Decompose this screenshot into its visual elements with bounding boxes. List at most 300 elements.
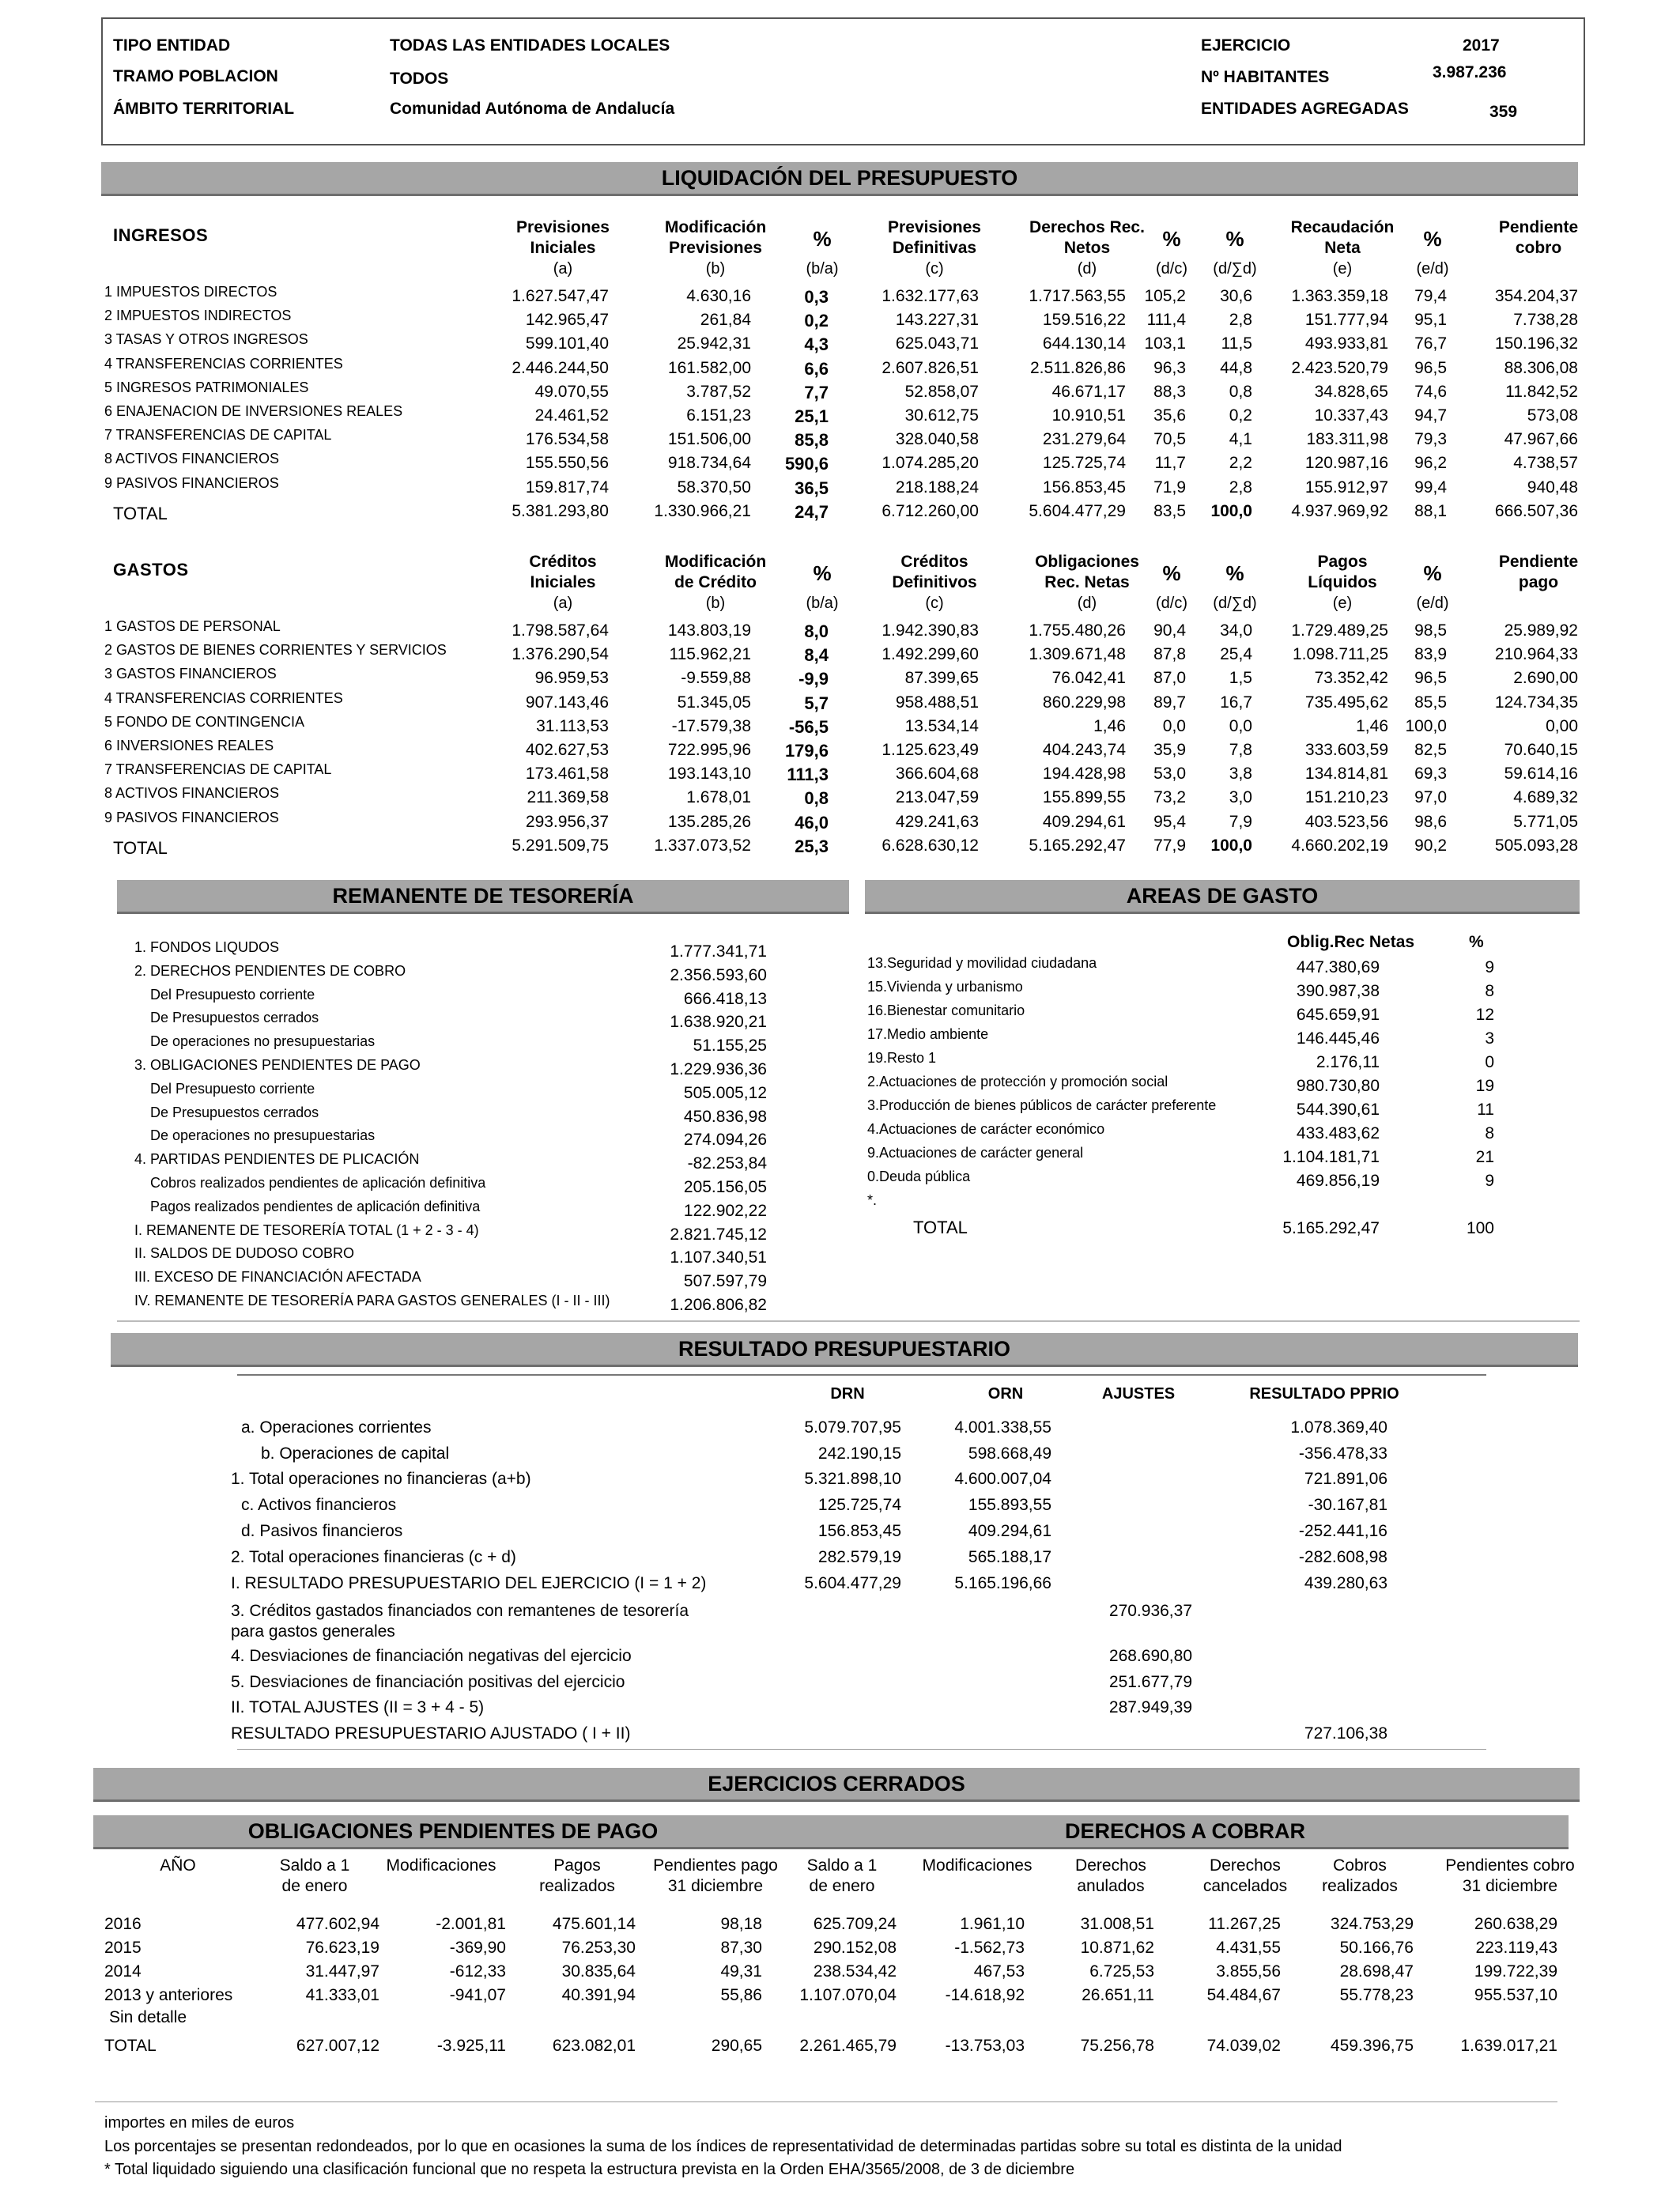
areas-row-value: 469.856,19 [1296,1172,1380,1190]
gastos-cell: 404.243,74 [1042,741,1126,759]
gastos-cell: 5.165.292,47 [1029,836,1126,855]
ingresos-cell: 6.151,23 [686,406,751,425]
gastos-cell: 97,0 [1414,788,1447,807]
ingresos-cell: 261,84 [700,311,751,330]
resultado-col-header: DRN [830,1385,865,1403]
gastos-cell: 1.337.073,52 [654,836,751,855]
gastos-col-header-sub: Definitivos [892,573,977,591]
ingresos-cell: 2,2 [1229,454,1252,473]
ingresos-label: INGRESOS [113,225,209,245]
footer-note-rounding: Los porcentajes se presentan redondeados, por lo que en ocasiones la suma de los índices de representatividad de determinadas partidas sobre su total es distinta de la unidad [104,2138,1342,2155]
ingresos-cell: 52.858,07 [904,382,979,401]
gastos-col-header-sub: Rec. Netas [1044,573,1130,591]
cerrados-cell: 55.778,23 [1339,1986,1414,2004]
ingresos-cell: 24,7 [795,501,829,522]
cerrados-col-header: Saldo a 1 [279,1856,350,1875]
ingresos-col-header-ref: (d/c) [1156,260,1187,278]
cerrados-total-cell: 2.261.465,79 [799,2037,897,2055]
remanente-title: REMANENTE DE TESORERÍA [117,880,849,914]
header-label-habitantes: Nº HABITANTES [1201,68,1330,86]
gastos-cell: 5.291.509,75 [512,836,609,855]
ingresos-col-header: % [1225,227,1244,251]
gastos-cell: 7,9 [1229,812,1252,831]
header-label-tramo: TRAMO POBLACION [113,67,278,85]
cerrados-cell: 290.152,08 [813,1939,897,1957]
resultado-row-label: d. Pasivos financieros [241,1522,403,1540]
ingresos-cell: 4.630,16 [686,287,751,305]
gastos-cell: 1.125.623,49 [882,741,979,759]
remanente-row-label: III. EXCESO DE FINANCIACIÓN AFECTADA [134,1269,421,1286]
gastos-cell: 333.603,59 [1304,741,1388,759]
gastos-row-label: 5 FONDO DE CONTINGENCIA [104,713,305,730]
header-value-tipo: TODAS LAS ENTIDADES LOCALES [390,36,670,55]
ingresos-cell: 76,7 [1414,334,1447,353]
ingresos-col-header: % [1423,227,1442,251]
ingresos-cell: 96,5 [1414,358,1447,377]
areas-total-label: TOTAL [913,1218,968,1237]
ingresos-cell: 11,7 [1154,454,1186,473]
gastos-cell: 194.428,98 [1042,765,1126,784]
gastos-col-header-ref: (b) [705,595,726,612]
ingresos-cell: 4.738,57 [1513,454,1578,473]
footer-note-units: importes en miles de euros [104,2114,295,2132]
gastos-col-header-ref: (d/c) [1156,595,1187,612]
cerrados-year: 2016 [104,1915,142,1933]
gastos-col-header: Pendiente [1498,553,1579,571]
cerrados-title: EJERCICIOS CERRADOS [93,1768,1580,1802]
ingresos-cell: 79,4 [1414,287,1447,305]
cerrados-total-cell: -13.753,03 [945,2037,1025,2055]
gastos-col-header-ref: (e/d) [1416,595,1449,612]
remanente-row-label: II. SALDOS DE DUDOSO COBRO [134,1245,355,1262]
gastos-cell: 7,8 [1229,741,1252,759]
gastos-row-label: 6 INVERSIONES REALES [104,738,274,753]
resultado-col-header: RESULTADO PPRIO [1249,1385,1399,1403]
ingresos-cell: 0,2 [804,311,829,331]
gastos-col-header: % [1225,561,1244,585]
gastos-cell: 1.729.489,25 [1291,621,1388,640]
gastos-cell: 31.113,53 [536,716,609,735]
cerrados-col-header-sub: realizados [1322,1877,1398,1895]
resultado-drn: 5.321.898,10 [804,1470,901,1488]
gastos-cell: 210.964,33 [1494,645,1578,664]
ingresos-cell: 2,8 [1229,478,1252,497]
ingresos-cell: 151.506,00 [667,430,751,449]
gastos-cell: 8,4 [804,645,829,666]
header-box [101,17,1585,145]
gastos-total-label: TOTAL [113,837,168,858]
resultado-row-label: a. Operaciones corrientes [241,1418,432,1437]
cerrados-cell: 30.835,64 [561,1962,636,1981]
ingresos-cell: 2.607.826,51 [882,358,979,377]
header-value-ambito: Comunidad Autónoma de Andalucía [390,100,675,118]
areas-row-pct: 21 [1475,1148,1494,1166]
areas-row-pct: 9 [1485,958,1494,976]
gastos-cell: 173.461,58 [525,765,609,784]
gastos-cell: 87,0 [1153,669,1186,688]
ingresos-col-header-ref: (e) [1332,260,1353,278]
gastos-cell: 82,5 [1414,741,1447,759]
resultado-row-label: 1. Total operaciones no financieras (a+b) [231,1470,531,1488]
resultado-result: 439.280,63 [1304,1574,1387,1592]
header-value-entidades: 359 [1489,103,1518,121]
gastos-cell: 96,5 [1414,669,1447,688]
ingresos-cell: 573,08 [1527,406,1578,425]
cerrados-cell: 467,53 [973,1962,1025,1981]
gastos-col-header: % [1162,561,1181,585]
gastos-cell: 90,4 [1153,621,1186,640]
gastos-cell: 1.678,01 [686,788,751,807]
ingresos-cell: 328.040,58 [895,430,979,449]
gastos-cell: 98,6 [1414,812,1447,831]
cerrados-col-header-sub: anulados [1077,1877,1145,1895]
gastos-cell: 90,2 [1414,836,1447,855]
gastos-cell: 151.210,23 [1304,788,1388,807]
gastos-cell: 8,0 [804,621,829,641]
gastos-col-header: % [1423,561,1442,585]
gastos-cell: 83,9 [1414,645,1447,664]
ingresos-cell: 599.101,40 [525,334,609,353]
header-value-ejercicio: 2017 [1463,36,1500,55]
ingresos-row-label: 7 TRANSFERENCIAS DE CAPITAL [104,427,332,444]
ingresos-cell: 940,48 [1527,478,1578,497]
cerrados-cell: 98,18 [720,1915,762,1933]
gastos-cell: 1.755.480,26 [1029,621,1126,640]
gastos-cell: 100,0 [1210,836,1252,855]
gastos-cell: 3,8 [1229,765,1252,784]
ingresos-row-label: 5 INGRESOS PATRIMONIALES [104,379,309,395]
cerrados-col-header-sub: cancelados [1202,1877,1288,1895]
gastos-col-header: Créditos [900,553,968,571]
ingresos-row-label: 3 TASAS Y OTROS INGRESOS [104,331,308,348]
remanente-row-value: 274.094,26 [683,1131,767,1150]
resultado-row-label: I. RESULTADO PRESUPUESTARIO DEL EJERCICIO (I = 1 + 2) [231,1574,707,1592]
ingresos-cell: 88,3 [1153,382,1186,401]
ingresos-cell: 1.074.285,20 [882,454,979,473]
cerrados-total-cell: 623.082,01 [552,2037,636,2055]
gastos-cell: 87.399,65 [904,669,979,688]
ingresos-cell: 151.777,94 [1304,311,1388,330]
gastos-cell: 89,7 [1153,693,1186,712]
header-label-tipo: TIPO ENTIDAD [113,36,231,55]
resultado-row-label: 2. Total operaciones financieras (c + d) [231,1548,516,1566]
resultado-top-rule [237,1374,1486,1376]
ingresos-cell: 74,6 [1414,382,1447,401]
gastos-cell: 179,6 [784,741,829,761]
gastos-col-header-sub: Líquidos [1308,573,1377,591]
cerrados-cell: 260.638,29 [1474,1915,1557,1933]
ingresos-cell: 156.853,45 [1042,478,1126,497]
gastos-col-header: Pagos [1317,553,1368,571]
gastos-cell: 0,00 [1546,716,1578,735]
ingresos-cell: 88,1 [1414,501,1447,520]
ingresos-cell: 159.817,74 [525,478,609,497]
cerrados-cell: -1.562,73 [954,1939,1025,1957]
ingresos-cell: 1.330.966,21 [654,501,751,520]
areas-row-label: 17.Medio ambiente [867,1026,989,1042]
remanente-row-label: I. REMANENTE DE TESORERÍA TOTAL (1 + 2 - 3 - 4) [134,1222,479,1238]
resultado-ajustes: 270.936,37 [1108,1602,1192,1620]
ingresos-col-header-sub: cobro [1515,239,1562,257]
cerrados-total-cell: 1.639.017,21 [1460,2037,1557,2055]
cerrados-col-header: Modificaciones [386,1856,496,1875]
resultado-result: -252.441,16 [1298,1522,1387,1540]
cerrados-year: 2013 y anteriores [104,1986,233,2004]
gastos-cell: 2.690,00 [1513,669,1578,688]
resultado-row-label: 3. Créditos gastados financiados con remantenes de tesorería [231,1602,689,1620]
areas-row-value: 433.483,62 [1296,1124,1380,1142]
resultado-result: -30.167,81 [1308,1496,1387,1514]
gastos-cell: 100,0 [1405,716,1447,735]
cerrados-col-header: Saldo a 1 [806,1856,878,1875]
ingresos-cell: 25,1 [795,406,829,426]
gastos-cell: 69,3 [1414,765,1447,784]
gastos-cell: -56,5 [788,716,829,737]
areas-row-value: 980.730,80 [1296,1077,1380,1095]
ingresos-cell: 46.671,17 [1051,382,1126,401]
gastos-cell: 722.995,96 [667,741,751,759]
ingresos-cell: 218.188,24 [895,478,979,497]
remanente-row-value: 666.418,13 [683,989,767,1008]
ingresos-cell: 666.507,36 [1494,501,1578,520]
ingresos-cell: 150.196,32 [1494,334,1578,353]
derechos-cobrar-title: DERECHOS A COBRAR [802,1815,1569,1849]
cerrados-col-header-sub: de enero [281,1877,348,1895]
gastos-cell: 51.345,05 [677,693,751,712]
areas-row-label: *. [867,1192,878,1208]
remanente-row-label: De Presupuestos cerrados [150,1104,319,1120]
cerrados-cell: 3.855,56 [1216,1962,1281,1981]
ingresos-cell: 6.712.260,00 [882,501,979,520]
ingresos-cell: 2,8 [1229,311,1252,330]
ingresos-cell: 49.070,55 [534,382,609,401]
remanente-row-value: 2.356.593,60 [670,965,767,984]
areas-row-value: 1.104.181,71 [1282,1148,1380,1166]
gastos-row-label: 7 TRANSFERENCIAS DE CAPITAL [104,761,332,778]
gastos-cell: 73.352,42 [1314,669,1388,688]
oblig-pend-title: OBLIGACIONES PENDIENTES DE PAGO [93,1815,813,1849]
resultado-orn: 5.165.196,66 [954,1574,1051,1592]
ingresos-cell: 354.204,37 [1494,287,1578,305]
resultado-result: -356.478,33 [1298,1444,1387,1463]
ingresos-cell: 1.627.547,47 [512,287,609,305]
cerrados-col-header-sub: realizados [539,1877,615,1895]
ingresos-col-header-ref: (d/∑d) [1213,260,1257,278]
remanente-row-value: 507.597,79 [683,1272,767,1291]
areas-row-value: 2.176,11 [1316,1053,1380,1071]
resultado-row-label: II. TOTAL AJUSTES (II = 3 + 4 - 5) [231,1698,485,1716]
ingresos-col-header: % [813,227,832,251]
remanente-row-label: IV. REMANENTE DE TESORERÍA PARA GASTOS GENERALES (I - II - III) [134,1293,610,1308]
ingresos-row-label: 6 ENAJENACION DE INVERSIONES REALES [104,403,403,419]
gastos-col-header-ref: (d/∑d) [1213,595,1257,612]
resultado-orn: 4.600.007,04 [954,1470,1051,1488]
gastos-cell: 46,0 [795,812,829,833]
cerrados-cell: 31.447,97 [305,1962,379,1981]
ingresos-cell: 88.306,08 [1504,358,1578,377]
ingresos-row-label: 9 PASIVOS FINANCIEROS [104,474,279,491]
ingresos-cell: 25.942,31 [677,334,751,353]
gastos-cell: 1.309.671,48 [1029,645,1126,664]
gastos-cell: 860.229,98 [1042,693,1126,712]
ingresos-cell: 103,1 [1144,334,1186,353]
ingresos-cell: 24.461,52 [534,406,609,425]
ingresos-cell: 161.582,00 [667,358,751,377]
gastos-cell: 16,7 [1220,693,1252,712]
ingresos-col-header: Recaudación [1290,218,1395,236]
ingresos-cell: 35,6 [1153,406,1186,425]
ingresos-col-header: Previsiones [888,218,981,236]
cerrados-cell: 475.601,14 [552,1915,636,1933]
ingresos-cell: 0,3 [804,287,829,307]
ingresos-cell: 4.937.969,92 [1291,501,1388,520]
resultado-orn: 409.294,61 [968,1522,1051,1540]
gastos-cell: 366.604,68 [895,765,979,784]
ingresos-cell: 125.725,74 [1042,454,1126,473]
gastos-cell: 111,3 [787,765,829,785]
gastos-cell: 34,0 [1220,621,1252,640]
resultado-drn: 125.725,74 [817,1496,901,1514]
areas-row-pct: 11 [1477,1101,1494,1119]
liquidacion-title: LIQUIDACIÓN DEL PRESUPUESTO [101,162,1578,196]
remanente-row-label: 3. OBLIGACIONES PENDIENTES DE PAGO [134,1057,421,1073]
header-label-ejercicio: EJERCICIO [1201,36,1291,55]
gastos-col-header-ref: (c) [925,595,944,612]
remanente-row-label: De operaciones no presupuestarias [150,1033,376,1050]
remanente-row-value: 1.638.920,21 [670,1013,767,1032]
gastos-row-label: 2 GASTOS DE BIENES CORRIENTES Y SERVICIOS [104,642,447,659]
cerrados-total-label: TOTAL [104,2037,157,2055]
remanente-row-label: 1. FONDOS LIQUDOS [134,939,280,955]
ingresos-col-header: Derechos Rec. [1029,218,1145,236]
gastos-cell: 3,0 [1229,788,1252,807]
header-value-habitantes: 3.987.236 [1433,63,1507,81]
ingresos-col-header-ref: (b) [705,260,726,278]
ingresos-cell: 44,8 [1220,358,1252,377]
ingresos-cell: 590,6 [784,454,829,474]
areas-row-label: 2.Actuaciones de protección y promoción social [867,1074,1168,1089]
ingresos-cell: 176.534,58 [525,430,609,449]
ingresos-cell: 105,2 [1144,287,1186,305]
ingresos-cell: 4,1 [1229,430,1252,449]
gastos-cell: 1,46 [1093,716,1126,735]
ingresos-row-label: 2 IMPUESTOS INDIRECTOS [104,308,292,324]
gastos-cell: 96.959,53 [534,669,609,688]
gastos-cell: 0,0 [1162,716,1186,735]
ingresos-cell: 2.511.826,86 [1029,358,1126,377]
cerrados-cell: 955.537,10 [1474,1986,1557,2004]
areas-row-pct: 9 [1485,1172,1494,1190]
ingresos-cell: 11,5 [1221,334,1252,353]
areas-row-value: 645.659,91 [1296,1006,1380,1024]
gastos-cell: 1.376.290,54 [512,645,609,664]
cerrados-cell: 26.651,11 [1082,1986,1154,2004]
cerrados-cell: 324.753,29 [1330,1915,1414,1933]
ingresos-cell: 96,2 [1414,454,1447,473]
gastos-cell: 1,46 [1356,716,1388,735]
ingresos-cell: 644.130,14 [1042,334,1126,353]
ingresos-cell: 0,2 [1229,406,1252,425]
remanente-row-value: 505.005,12 [683,1083,767,1102]
cerrados-col-header-sub: 31 diciembre [1462,1877,1558,1895]
gastos-cell: 25.989,92 [1504,621,1578,640]
gastos-cell: -17.579,38 [671,716,751,735]
ingresos-col-header-sub: Neta [1324,239,1361,257]
cerrados-cell: 31.008,51 [1080,1915,1154,1933]
cerrados-col-header: AÑO [160,1856,196,1875]
cerrados-cell: 477.602,94 [296,1915,379,1933]
cerrados-cell: 50.166,76 [1339,1939,1414,1957]
ingresos-cell: 918.734,64 [667,454,751,473]
gastos-cell: 5,7 [804,693,829,713]
gastos-col-header-sub: Iniciales [530,573,596,591]
remanente-row-value: 450.836,98 [683,1107,767,1126]
header-label-ambito: ÁMBITO TERRITORIAL [113,100,295,118]
ingresos-row-label: 4 TRANSFERENCIAS CORRIENTES [104,355,343,372]
areas-row-value: 447.380,69 [1296,958,1380,976]
areas-row-pct: 19 [1475,1077,1494,1095]
section-divider [117,1320,1580,1322]
areas-row-value: 390.987,38 [1296,982,1380,1000]
resultado-ajustes: 268.690,80 [1108,1647,1192,1665]
ingresos-cell: 142.965,47 [525,311,609,330]
gastos-cell: 958.488,51 [895,693,979,712]
ingresos-cell: 2.423.520,79 [1291,358,1388,377]
cerrados-year: 2015 [104,1939,142,1957]
gastos-row-label: 9 PASIVOS FINANCIEROS [104,809,279,825]
areas-row-value: 544.390,61 [1296,1101,1380,1119]
gastos-cell: 0,8 [804,788,829,809]
cerrados-cell: 4.431,55 [1216,1939,1281,1957]
resultado-row-label: 5. Desviaciones de financiación positivas del ejercicio [231,1673,625,1691]
cerrados-cell: -941,07 [449,1986,506,2004]
ingresos-cell: 83,5 [1153,501,1186,520]
ingresos-cell: 155.550,56 [525,454,609,473]
resultado-result: -282.608,98 [1298,1548,1387,1566]
gastos-label: GASTOS [113,560,189,580]
gastos-cell: 505.093,28 [1494,836,1578,855]
cerrados-cell: 76.253,30 [561,1939,636,1957]
gastos-cell: 403.523,56 [1304,812,1388,831]
ingresos-col-header: Modificación [664,218,767,236]
ingresos-cell: 36,5 [795,478,829,498]
ingresos-cell: 111,4 [1146,311,1186,330]
ingresos-cell: 95,1 [1414,311,1447,330]
remanente-row-label: 2. DERECHOS PENDIENTES DE COBRO [134,962,406,979]
gastos-cell: 85,5 [1414,693,1447,712]
gastos-col-header-ref: (d) [1077,595,1097,612]
gastos-cell: 409.294,61 [1042,812,1126,831]
gastos-row-label: 3 GASTOS FINANCIEROS [104,666,277,682]
ingresos-cell: 99,4 [1414,478,1447,497]
cerrados-cell: 6.725,53 [1089,1962,1154,1981]
ingresos-cell: 30.612,75 [904,406,979,425]
gastos-cell: 77,9 [1153,836,1186,855]
gastos-cell: 1.798.587,64 [512,621,609,640]
gastos-cell: 87,8 [1153,645,1186,664]
resultado-col-header: AJUSTES [1101,1385,1176,1403]
remanente-row-label: De Presupuestos cerrados [150,1010,319,1026]
gastos-cell: 95,4 [1153,812,1186,831]
gastos-col-header: Modificación [664,553,767,571]
areas-title: AREAS DE GASTO [865,880,1580,914]
ingresos-cell: 10.337,43 [1314,406,1388,425]
ingresos-cell: 120.987,16 [1304,454,1388,473]
areas-row-pct: 0 [1485,1053,1494,1071]
areas-row-label: 4.Actuaciones de carácter económico [867,1121,1105,1137]
remanente-row-value: 1.107.340,51 [670,1248,767,1267]
cerrados-cell: 55,86 [720,1986,762,2004]
